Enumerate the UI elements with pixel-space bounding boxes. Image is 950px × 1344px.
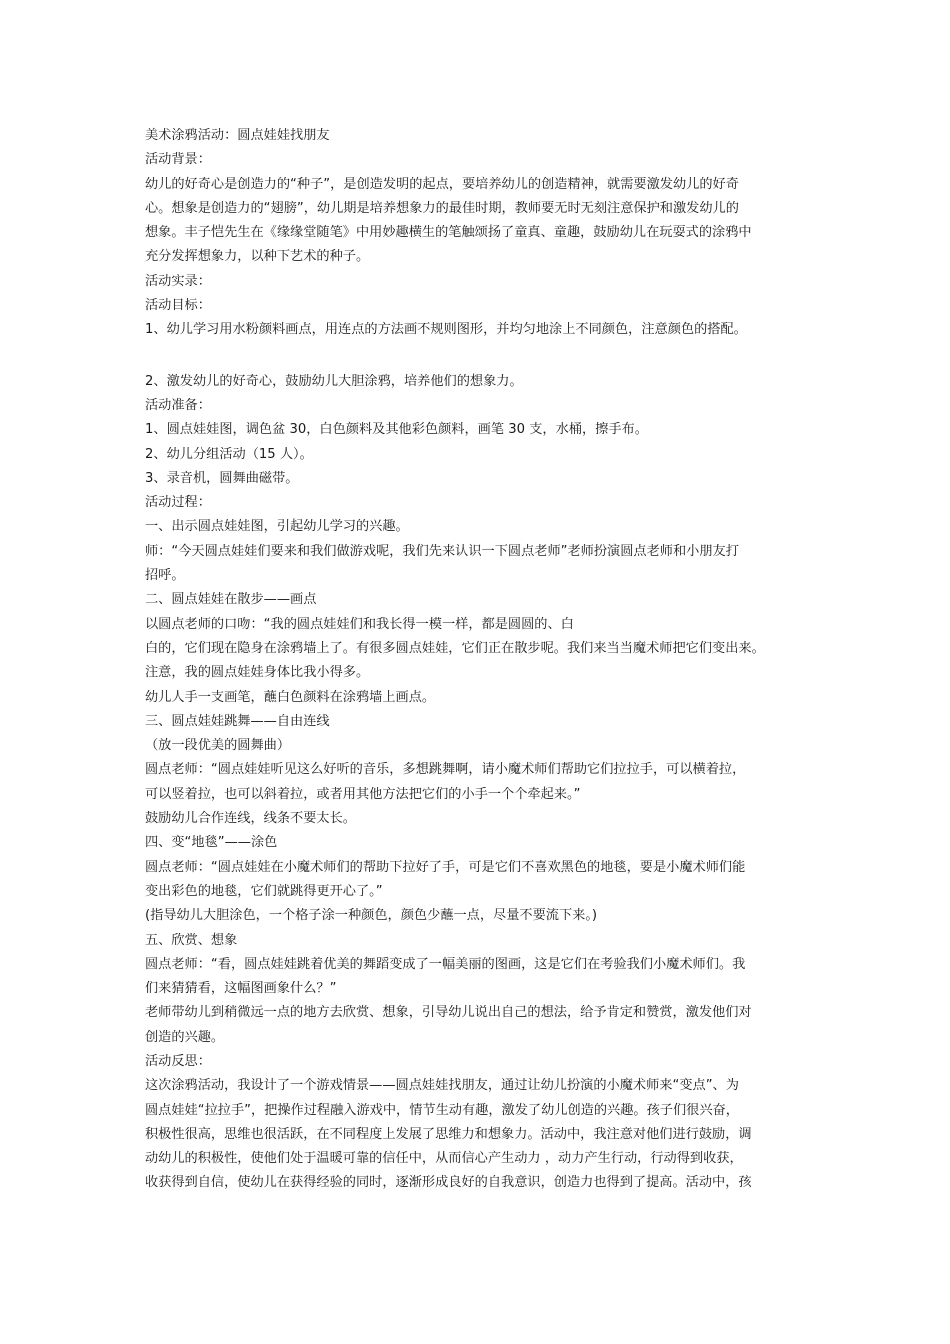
text-line: 幼儿人手一支画笔，蘸白色颜料在涂鸦墙上画点。 [145, 689, 436, 705]
text-line: 美术涂鸦活动：圆点娃娃找朋友 [145, 128, 330, 143]
text-line: (指导幼儿大胆涂色，一个格子涂一种颜色，颜色少蘸一点，尽量不要流下来。) [145, 908, 598, 924]
text-line: 圆点老师：“看，圆点娃娃跳着优美的舞蹈变成了一幅美丽的图画，这是它们在考验我们小魔术师们。我 [145, 956, 746, 972]
text-line: 招呼。 [145, 568, 185, 584]
text-line: 幼儿的好奇心是创造力的“种子”，是创造发明的起点，要培养幼儿的创造精神，就需要激发幼儿的好奇 [145, 176, 739, 192]
text-line: 活动实录： [145, 273, 211, 289]
text-line: 三、圆点娃娃跳舞——自由连线 [145, 713, 330, 729]
text-line: 3、录音机，圆舞曲磁带。 [145, 470, 299, 486]
text-line: 创造的兴趣。 [145, 1029, 225, 1045]
text-line: 四、变“地毯”——涂色 [145, 835, 278, 851]
text-line: 动幼儿的积极性，使他们处于温暖可靠的信任中，从而信心产生动力 ，动力产生行动，行动得到收获， [145, 1151, 743, 1167]
text-line: 注意，我的圆点娃娃身体比我小得多。 [145, 665, 370, 681]
text-line: 圆点娃娃“拉拉手”，把操作过程融入游戏中，情节生动有趣，激发了幼儿创造的兴趣。孩子们很兴奋， [145, 1102, 739, 1118]
text-line: 这次涂鸦活动，我设计了一个游戏情景——圆点娃娃找朋友，通过让幼儿扮演的小魔术师来“变点”、为 [145, 1078, 739, 1094]
text-line: （放一段优美的圆舞曲） [145, 738, 291, 754]
text-line: 一、出示圆点娃娃图，引起幼儿学习的兴趣。 [145, 519, 409, 535]
text-line: 活动准备： [145, 397, 211, 413]
text-line: 活动过程： [145, 495, 211, 511]
text-line: 收获得到自信，使幼儿在获得经验的同时，逐渐形成良好的自我意识，创造力也得到了提高。活动中，孩 [145, 1175, 752, 1191]
text-line: 2、激发幼儿的好奇心，鼓励幼儿大胆涂鸦，培养他们的想象力。 [145, 373, 523, 389]
text-line: 活动反思： [145, 1053, 211, 1069]
text-line: 圆点老师：“圆点娃娃在小魔术师们的帮助下拉好了手，可是它们不喜欢黑色的地毯，要是小魔术师们能 [145, 859, 746, 875]
text-line: 充分发挥想象力，以种下艺术的种子。 [145, 249, 370, 265]
text-line: 鼓励幼儿合作连线，线条不要太长。 [145, 811, 356, 827]
blank-line [145, 343, 815, 370]
text-line: 白的，它们现在隐身在涂鸦墙上了。有很多圆点娃娃，它们正在散步呢。我们来当当魔术师把它们变出来。 [145, 640, 765, 656]
text-line: 变出彩色的地毯，它们就跳得更开心了。” [145, 883, 383, 899]
text-line: 想象。丰子恺先生在《缘缘堂随笔》中用妙趣横生的笔触颂扬了童真、童趣，鼓励幼儿在玩耍式的涂鸦中 [145, 225, 752, 241]
text-line: 活动目标： [145, 298, 211, 314]
text-line: 活动背景： [145, 152, 211, 168]
text-line: 2、幼儿分组活动（15 人）。 [145, 446, 313, 462]
text-line: 1、圆点娃娃图，调色盆 30，白色颜料及其他彩色颜料，画笔 30 支，水桶，擦手布。 [145, 422, 648, 438]
text-line: 二、圆点娃娃在散步——画点 [145, 592, 317, 608]
text-line: 老师带幼儿到稍微远一点的地方去欣赏、想象，引导幼儿说出自己的想法，给予肯定和赞赏，激发他们对 [145, 1005, 752, 1021]
text-line: 1、幼儿学习用水粉颜料画点，用连点的方法画不规则图形，并均匀地涂上不同颜色，注意颜色的搭配。 [145, 322, 747, 338]
text-line: 可以竖着拉，也可以斜着拉，或者用其他方法把它们的小手一个个牵起来。” [145, 786, 581, 802]
text-line: 们来猜猜看，这幅图画象什么？” [145, 981, 337, 997]
text-line: 五、欣赏、想象 [145, 932, 238, 948]
text-line: 圆点老师：“圆点娃娃听见这么好听的音乐，多想跳舞啊，请小魔术师们帮助它们拉拉手，可以横着拉， [145, 762, 746, 778]
text-line: 心。想象是创造力的“翅膀”，幼儿期是培养想象力的最佳时期，教师要无时无刻注意保护和激发幼儿的 [145, 200, 739, 216]
text-line: 师：“今天圆点娃娃们要来和我们做游戏呢，我们先来认识一下圆点老师”老师扮演圆点老师和小朋友打 [145, 543, 739, 559]
document-page [145, 124, 815, 1196]
text-line: 以圆点老师的口吻：“我的圆点娃娃们和我长得一模一样，都是圆圆的、白 [145, 616, 574, 632]
text-line: 积极性很高，思维也很活跃，在不同程度上发展了思维力和想象力。活动中，我注意对他们进行鼓励，调 [145, 1126, 752, 1142]
